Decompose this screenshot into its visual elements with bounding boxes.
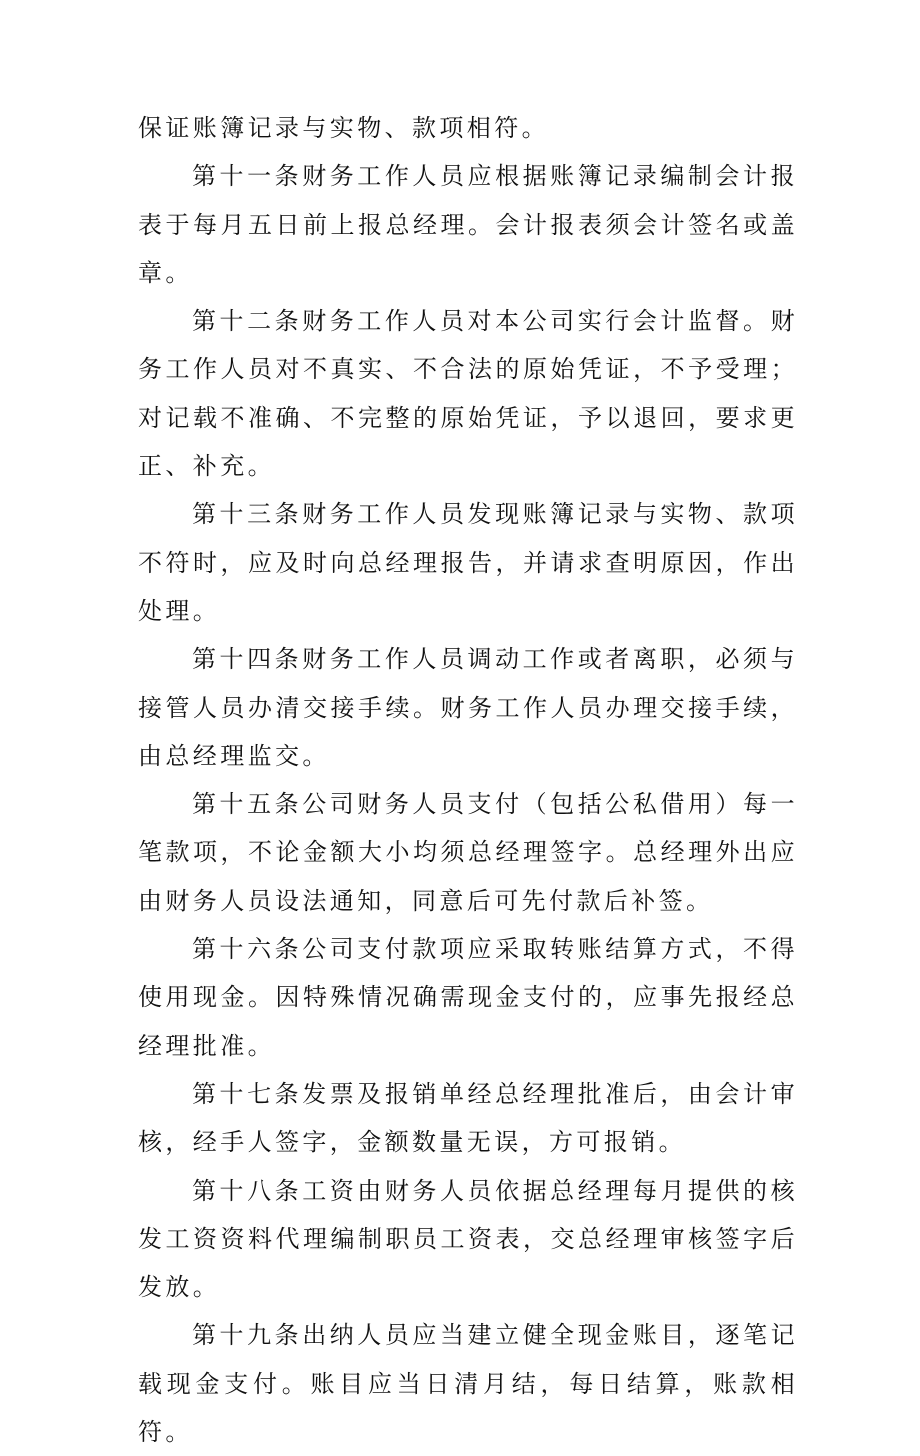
article-18: 第十八条工资由财务人员依据总经理每月提供的核发工资资料代理编制职员工资表，交总经理审核签字后发放。 (138, 1176, 798, 1302)
paragraph-continuation: 保证账簿记录与实物、款项相符。 (138, 114, 549, 142)
article-19: 第十九条出纳人员应当建立健全现金账目，逐笔记载现金支付。账目应当日清月结，每日结算，账款相符。 (138, 1321, 798, 1447)
article-15: 第十五条公司财务人员支付（包括公私借用）每一笔款项，不论金额大小均须总经理签字。总经理外出应由财务人员设法通知，同意后可先付款后补签。 (138, 790, 798, 915)
article-17: 第十七条发票及报销单经总经理批准后，由会计审核，经手人签字，金额数量无误，方可报销。 (138, 1079, 798, 1157)
article-16: 第十六条公司支付款项应采取转账结算方式，不得使用现金。因特殊情况确需现金支付的，应事先报经总经理批准。 (138, 935, 798, 1060)
article-11: 第十一条财务工作人员应根据账簿记录编制会计报表于每月五日前上报总经理。会计报表须会计签名或盖章。 (138, 162, 798, 287)
article-12: 第十二条财务工作人员对本公司实行会计监督。财务工作人员对不真实、不合法的原始凭证，不予受理；对记载不准确、不完整的原始凭证，予以退回，要求更正、补充。 (138, 307, 798, 481)
article-13: 第十三条财务工作人员发现账簿记录与实物、款项不符时，应及时向总经理报告，并请求查明原因，作出处理。 (138, 500, 798, 625)
article-14: 第十四条财务工作人员调动工作或者离职，必须与接管人员办清交接手续。财务工作人员办理交接手续，由总经理监交。 (138, 645, 798, 770)
document-body (138, 104, 798, 1456)
